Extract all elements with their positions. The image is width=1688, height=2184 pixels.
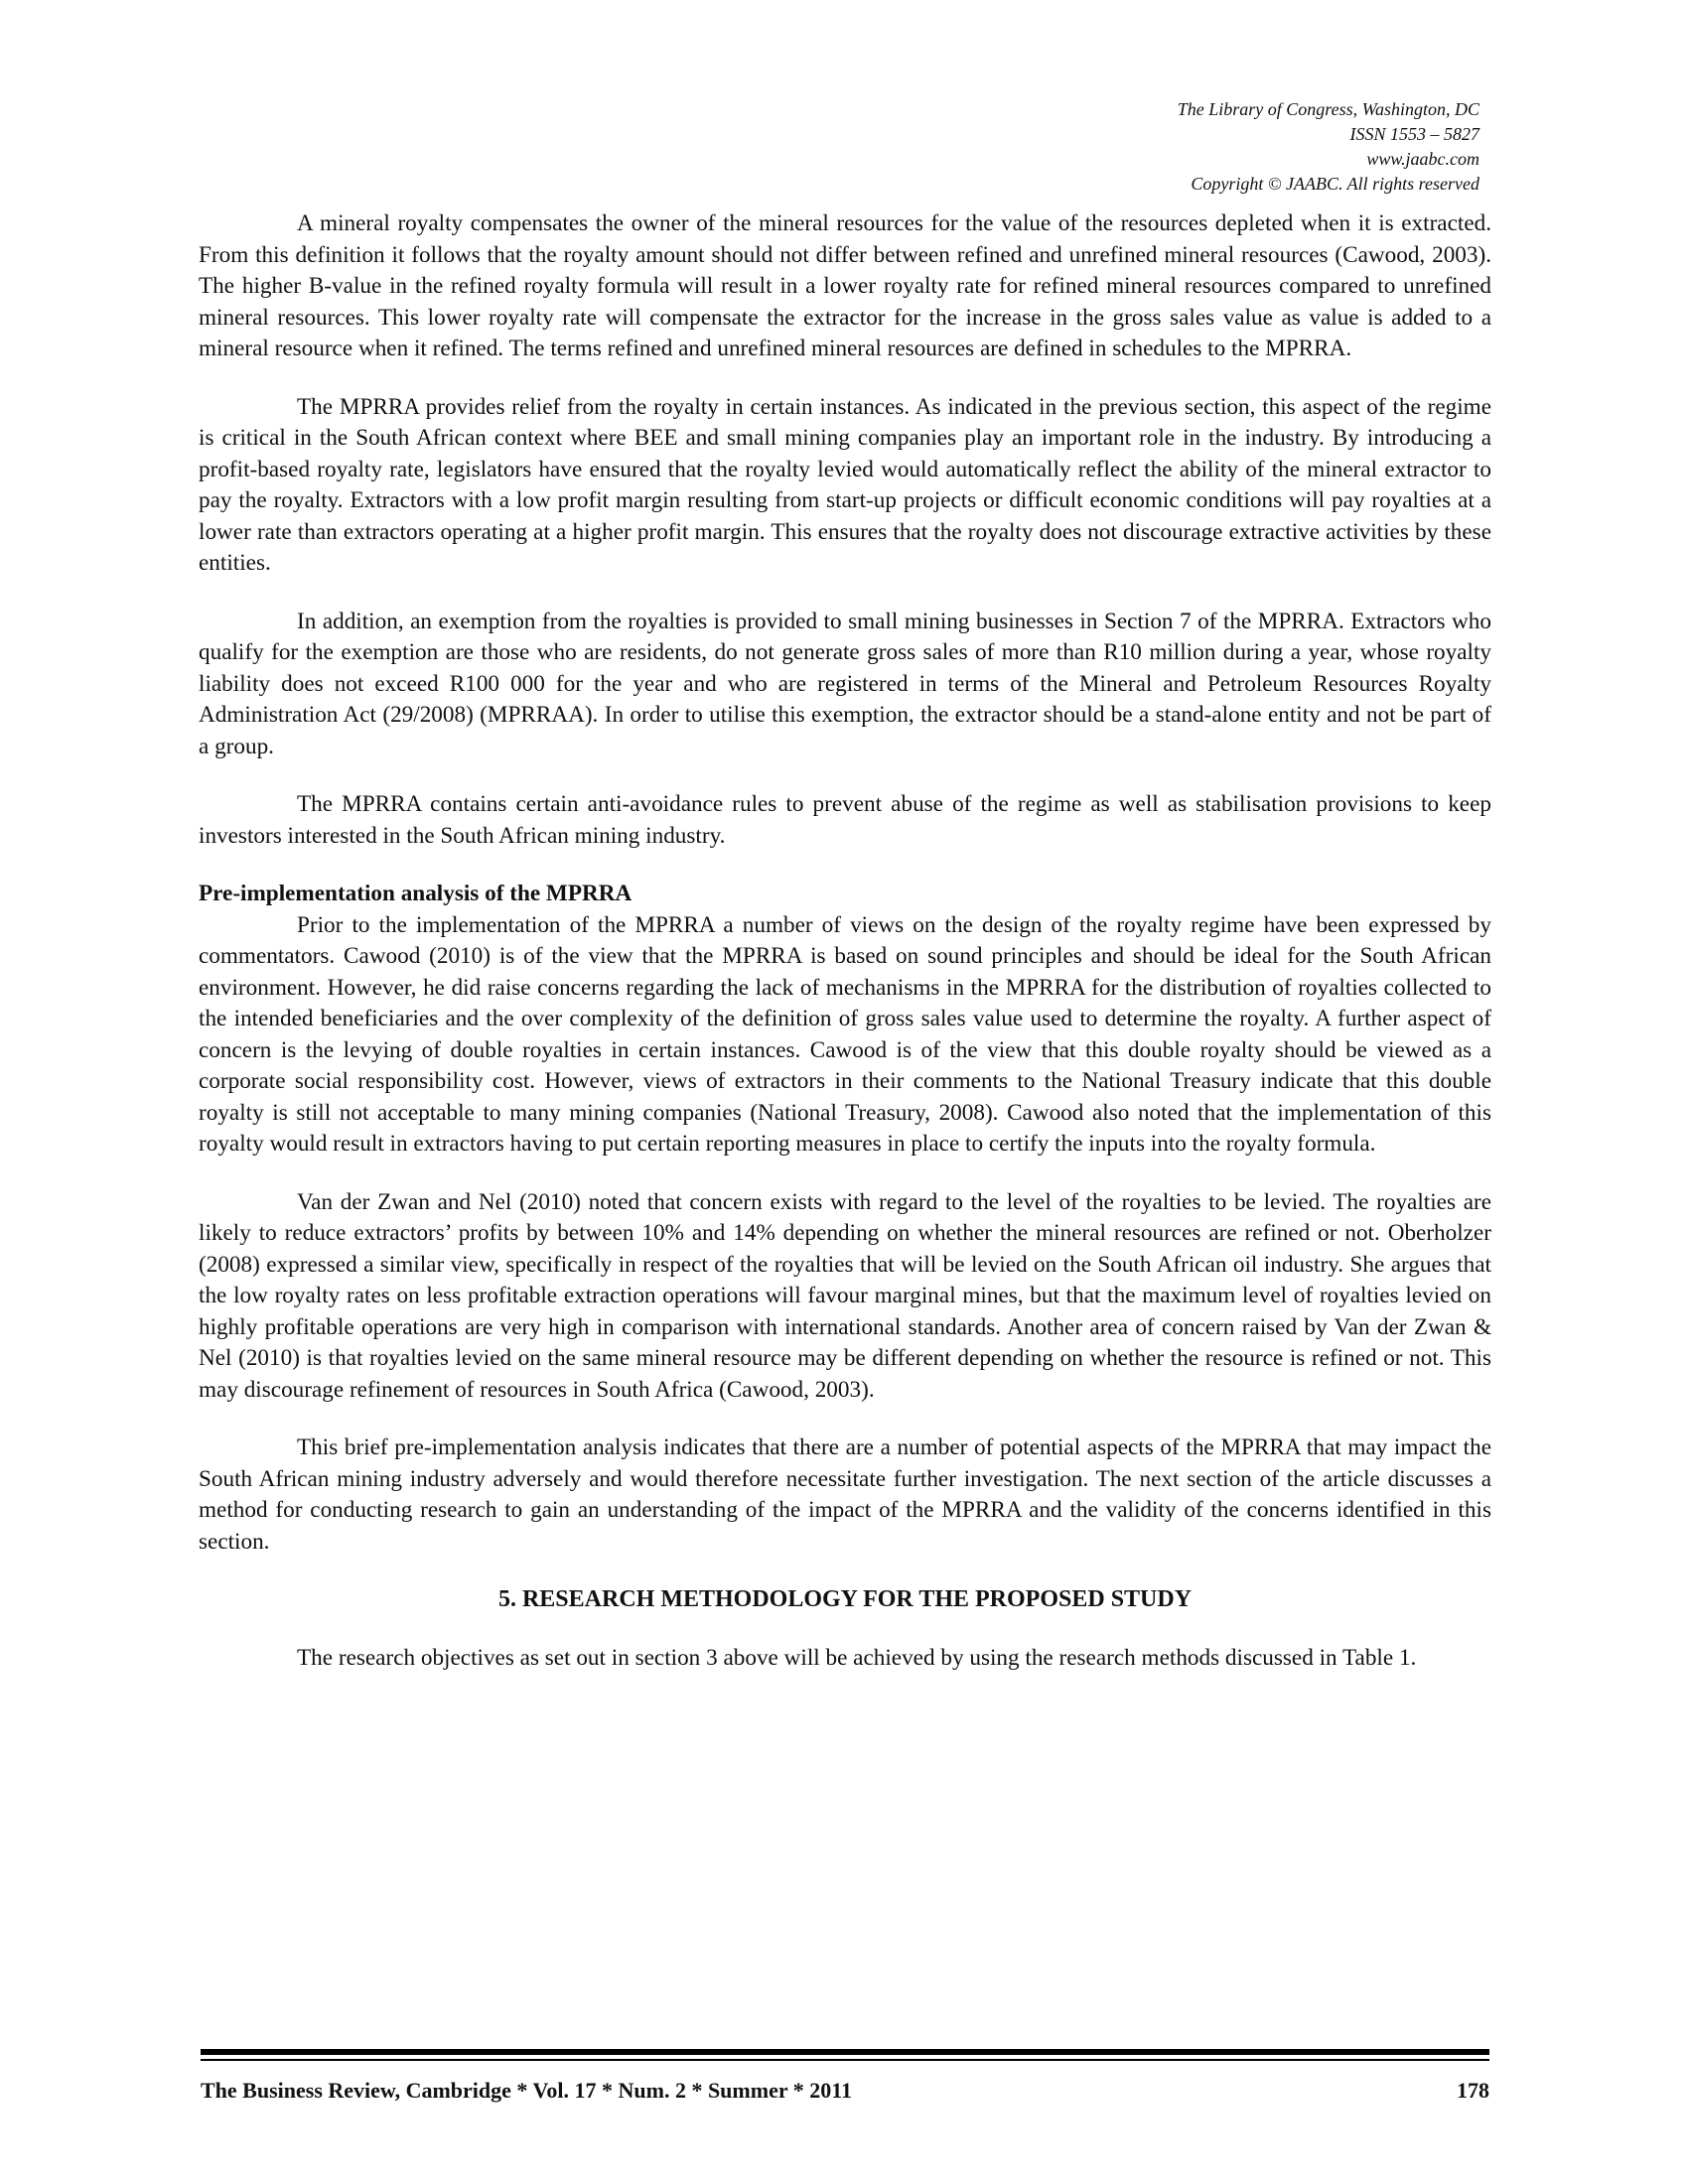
paragraph-level-of-royalties: Van der Zwan and Nel (2010) noted that concern exists with regard to the level of the royalties to be levied. The royalties are likely to reduce extractors’ profits by between 10% and 14% depending on whether the mineral resources are refined or not. Oberholzer (2008) expressed a similar view, specifically in respect of the royalties that will be levied on the South African oil industry. She argues that the low royalty rates on less profitable extraction operations will favour marginal mines, but that the maximum level of royalties levied on highly profitable operations are very high in comparison with international standards. Another area of concern raised by Van der Zwan & Nel (2010) is that royalties levied on the same mineral resource may be different depending on whether the resource is refined or not. This may discourage refinement of resources in South Africa (Cawood, 2003).	[199, 1188, 1491, 1403]
header-copyright: Copyright © JAABC. All rights reserved	[1191, 174, 1479, 194]
subheading-pre-implementation: Pre-implementation analysis of the MPRRA	[199, 881, 633, 906]
paragraph-royalty-definition: A mineral royalty compensates the owner of the mineral resources for the value of the resources depleted when it is extracted. From this definition it follows that the royalty amount should not differ between refined and unrefined mineral resources (Cawood, 2003). The higher B-value in the refined royalty formula will result in a lower royalty rate for refined mineral resources compared to unrefined mineral resources. This lower royalty rate will compensate the extractor for the increase in the gross sales value as value is added to a mineral resource when it refined. The terms refined and unrefined mineral resources are defined in schedules to the MPRRA.	[199, 210, 1491, 361]
header-issn: ISSN 1553 – 5827	[1349, 124, 1479, 144]
article-body	[199, 208, 1491, 1674]
running-header	[1178, 97, 1479, 197]
page-number: 178	[1457, 2078, 1489, 2103]
header-library: The Library of Congress, Washington, DC	[1177, 99, 1479, 119]
footer-rule-thin	[201, 2059, 1489, 2061]
paragraph-analysis-summary: This brief pre-implementation analysis indicates that there are a number of potential aspects of the MPRRA that may impact the South African mining industry adversely and would therefore necessitate further investigation. The next section of the article discusses a method for conducting research to gain an understanding of the impact of the MPRRA and the validity of the concerns identified in this section.	[199, 1434, 1491, 1555]
footer-journal-info: The Business Review, Cambridge * Vol. 17 * Num. 2 * Summer * 2011	[201, 2078, 852, 2103]
paragraph-exemption: In addition, an exemption from the royalties is provided to small mining businesses in Section 7 of the MPRRA. Extractors who qualify for the exemption are those who are residents, do not generate gross sales of more than R10 million during a year, whose royalty liability does not exceed R100 000 for the year and who are registered in terms of the Mineral and Petroleum Resources Royalty Administration Act (29/2008) (MPRRAA). In order to utilise this exemption, the extractor should be a stand-alone entity and not be part of a group.	[199, 608, 1491, 759]
header-website: www.jaabc.com	[1366, 149, 1479, 169]
section-heading-methodology: 5. RESEARCH METHODOLOGY FOR THE PROPOSED STUDY	[497, 1586, 1193, 1612]
paragraph-research-objectives: The research objectives as set out in section 3 above will be achieved by using the research methods discussed in Table 1.	[297, 1644, 1417, 1671]
paragraph-commentators: Prior to the implementation of the MPRRA a number of views on the design of the royalty regime have been expressed by commentators. Cawood (2010) is of the view that the MPRRA is based on sound principles and should be ideal for the South African environment. However, he did raise concerns regarding the lack of mechanisms in the MPRRA for the distribution of royalties collected to the intended beneficiaries and the over complexity of the definition of gross sales value used to determine the royalty. A further aspect of concern is the levying of double royalties in certain instances. Cawood is of the view that this double royalty should be viewed as a corporate social responsibility cost. However, views of extractors in their comments to the National Treasury indicate that this double royalty is still not acceptable to many mining companies (National Treasury, 2008). Cawood also noted that the implementation of this royalty would result in extractors having to put certain reporting measures in place to certify the inputs into the royalty formula.	[199, 911, 1491, 1157]
paragraph-relief: The MPRRA provides relief from the royalty in certain instances. As indicated in the previous section, this aspect of the regime is critical in the South African context where BEE and small mining companies play an important role in the industry. By introducing a profit-based royalty rate, legislators have ensured that the royalty levied would automatically reflect the ability of the mineral extractor to pay the royalty. Extractors with a low profit margin resulting from start-up projects or difficult economic conditions will pay royalties at a lower rate than extractors operating at a higher profit margin. This ensures that the royalty does not discourage extractive activities by these entities.	[199, 393, 1491, 576]
paragraph-anti-avoidance: The MPRRA contains certain anti-avoidance rules to prevent abuse of the regime as well as stabilisation provisions to keep investors interested in the South African mining industry.	[199, 791, 1491, 849]
footer-rule-thick	[201, 2049, 1489, 2055]
